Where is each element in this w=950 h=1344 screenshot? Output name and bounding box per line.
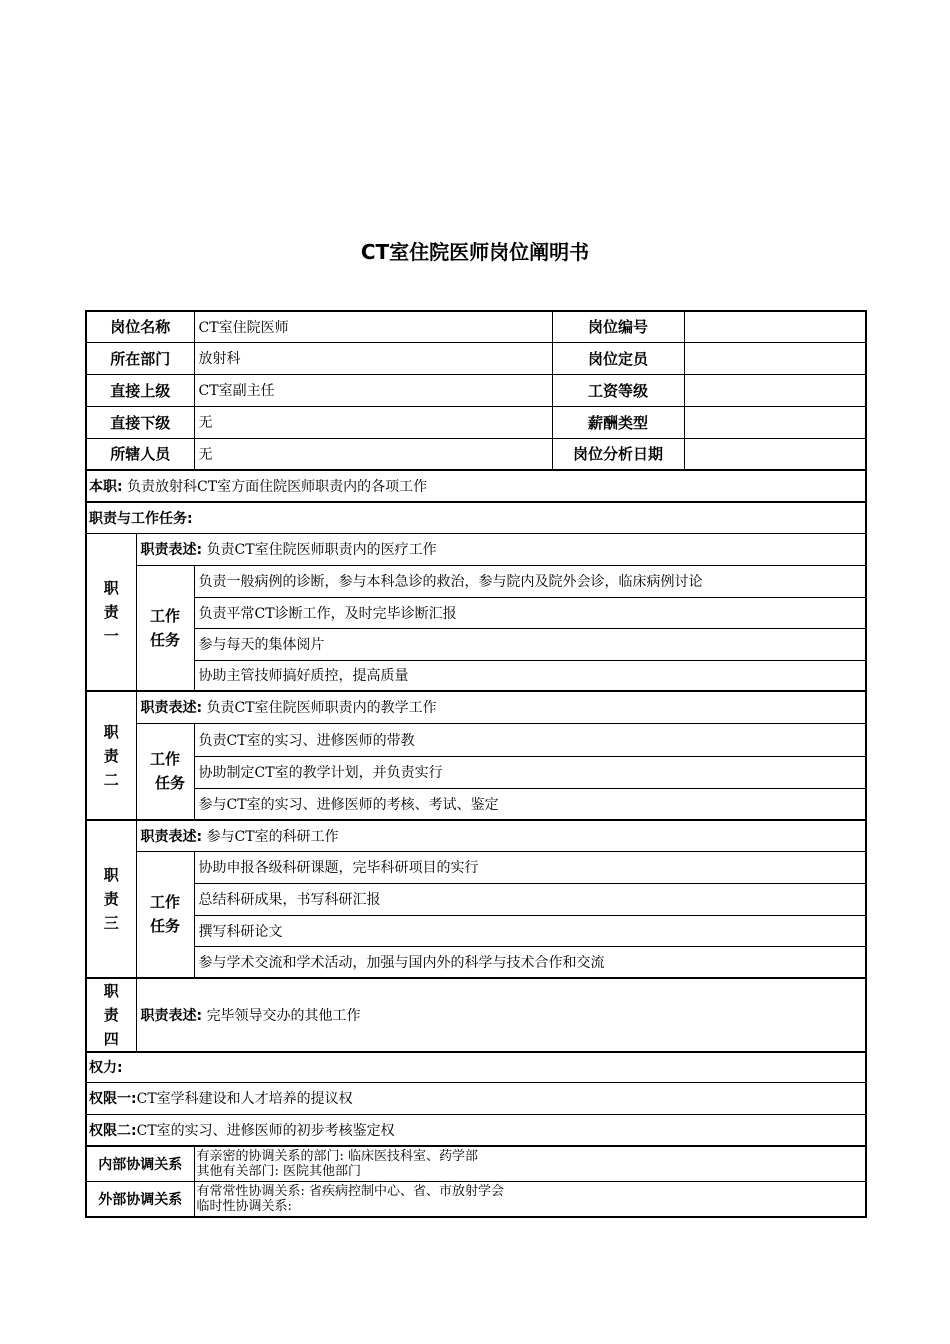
- duty-name: [86, 820, 136, 978]
- power-header-row: [86, 1052, 866, 1082]
- duty-name-char: 责: [103, 890, 119, 908]
- duty-statement-row: [86, 533, 866, 565]
- duty-name-char: 职: [103, 982, 119, 1000]
- power-text: CT室学科建设和人才培养的提议权: [136, 1091, 353, 1107]
- info-label: 直接上级: [86, 374, 194, 406]
- duty-statement-text: 完毕领导交办的其他工作: [206, 1008, 361, 1024]
- info-label: 岗位分析日期: [552, 438, 684, 470]
- duty-name-char: 责: [103, 746, 119, 765]
- relation-content: [194, 1146, 866, 1181]
- relation-row: [86, 1146, 866, 1181]
- info-value: 无: [194, 406, 552, 438]
- info-label: 岗位编号: [552, 311, 684, 342]
- task-row: [86, 788, 866, 820]
- relation-line: 临时性协调关系:: [196, 1198, 292, 1214]
- info-value: [684, 438, 866, 470]
- task-row: [86, 565, 866, 597]
- task-label: [136, 723, 194, 820]
- info-label: 岗位定员: [552, 342, 684, 374]
- task-row: [86, 628, 866, 660]
- duty-statement: [136, 978, 866, 1052]
- duty-statement-text: 负责CT室住院医师职责内的教学工作: [206, 700, 437, 717]
- info-value: [684, 342, 866, 374]
- duty-statement-text: 参与CT室的科研工作: [206, 828, 339, 845]
- duty-name: [86, 533, 136, 691]
- info-row: [86, 342, 866, 374]
- task-item: 参与每天的集体阅片: [194, 628, 866, 660]
- duty-statement-label: 职责表述:: [140, 1008, 203, 1024]
- duty-name-char: 责: [103, 602, 119, 621]
- document-title: CT室住院医师岗位阐明书: [360, 240, 590, 264]
- task-item: 总结科研成果，书写科研汇报: [194, 883, 866, 915]
- power-text: CT室的实习、进修医师的初步考核鉴定权: [136, 1122, 395, 1139]
- info-row: [86, 406, 866, 438]
- relation-line: 其他有关部门: 医院其他部门: [196, 1163, 362, 1179]
- duty-name: [86, 691, 136, 820]
- power-row: [86, 1082, 866, 1114]
- duty-statement: [136, 820, 866, 851]
- duty-statement-label: 职责表述:: [140, 542, 203, 558]
- task-item: 参与CT室的实习、进修医师的考核、考试、鉴定: [194, 788, 866, 820]
- task-row: [86, 883, 866, 915]
- relation-line: 有亲密的协调关系的部门: 临床医技科室、药学部: [196, 1148, 479, 1164]
- info-value: CT室住院医师: [194, 311, 552, 342]
- relation-row: [86, 1181, 866, 1217]
- info-label: 薪酬类型: [552, 406, 684, 438]
- info-value: [684, 311, 866, 342]
- task-label: [136, 565, 194, 691]
- info-row: [86, 311, 866, 342]
- info-value: 放射科: [194, 342, 552, 374]
- task-row: [86, 597, 866, 628]
- info-label: 工资等级: [552, 374, 684, 406]
- relation-label: 内部协调关系: [86, 1146, 194, 1181]
- task-item: 协助制定CT室的教学计划，并负责实行: [194, 756, 866, 788]
- duty-statement-row: [86, 691, 866, 723]
- info-label: 岗位名称: [86, 311, 194, 342]
- task-row: [86, 851, 866, 883]
- info-row: [86, 438, 866, 470]
- benzhi-cell: [86, 470, 866, 502]
- duty-name-char: 职: [103, 866, 119, 884]
- duty-name: [86, 978, 136, 1052]
- task-label-line: 任务: [150, 630, 181, 649]
- duty-name-char: 二: [103, 770, 119, 789]
- task-row: [86, 915, 866, 946]
- task-item: 参与学术交流和学术活动，加强与国内外的科学与技术合作和交流: [194, 946, 866, 978]
- duty-name-char: 一: [103, 626, 119, 645]
- duty-name-char: 三: [103, 914, 119, 932]
- task-item: 协助主管技师搞好质控，提高质量: [194, 660, 866, 691]
- info-value: CT室副主任: [194, 374, 552, 406]
- duties-header-row: [86, 502, 866, 533]
- duty-statement-row: [86, 820, 866, 851]
- info-label: 所在部门: [86, 342, 194, 374]
- power-item: [86, 1114, 866, 1146]
- task-item: 撰写科研论文: [194, 915, 866, 946]
- duty-statement-text: 负责CT室住院医师职责内的医疗工作: [206, 542, 437, 558]
- power-row: [86, 1114, 866, 1146]
- benzhi-row: [86, 470, 866, 502]
- relation-label: 外部协调关系: [86, 1181, 194, 1217]
- info-label: 所辖人员: [86, 438, 194, 470]
- power-header: 权力:: [86, 1052, 866, 1082]
- power-label: 权限一:: [89, 1091, 137, 1107]
- duty-name-char: 四: [103, 1030, 119, 1048]
- duty-statement: [136, 691, 866, 723]
- info-value: [684, 406, 866, 438]
- task-row: [86, 946, 866, 978]
- task-row: [86, 756, 866, 788]
- duty-name-char: 职: [103, 578, 119, 597]
- task-item: 协助申报各级科研课题，完毕科研项目的实行: [194, 851, 866, 883]
- task-label-line: 工作: [150, 606, 181, 625]
- task-item: 负责一般病例的诊断，参与本科急诊的救治，参与院内及院外会诊，临床病例讨论: [194, 565, 866, 597]
- task-row: [86, 660, 866, 691]
- info-value: 无: [194, 438, 552, 470]
- duty-name-char: 责: [103, 1006, 119, 1024]
- duty-name-char: 职: [103, 722, 119, 741]
- relation-content: [194, 1181, 866, 1217]
- task-label-line: 任务: [155, 774, 186, 793]
- power-label: 权限二:: [89, 1122, 137, 1139]
- task-label: [136, 851, 194, 978]
- duties-header: 职责与工作任务:: [86, 502, 866, 533]
- task-label-line: 工作: [150, 893, 181, 912]
- relation-line: 有常常性协调关系: 省疾病控制中心、省、市放射学会: [196, 1183, 505, 1199]
- info-value: [684, 374, 866, 406]
- info-row: [86, 374, 866, 406]
- duty-statement: [136, 533, 866, 565]
- task-item: 负责CT室的实习、进修医师的带教: [194, 723, 866, 756]
- benzhi-label: 本职:: [89, 479, 123, 495]
- task-label-line: 工作: [150, 750, 181, 769]
- power-item: [86, 1082, 866, 1114]
- task-row: [86, 723, 866, 756]
- task-item: 负责平常CT诊断工作，及时完毕诊断汇报: [194, 597, 866, 628]
- job-description-table: [85, 310, 867, 1218]
- duty-statement-row: [86, 978, 866, 1052]
- info-label: 直接下级: [86, 406, 194, 438]
- duty-statement-label: 职责表述:: [140, 700, 203, 717]
- duty-statement-label: 职责表述:: [140, 828, 203, 845]
- benzhi-text: 负责放射科CT室方面住院医师职责内的各项工作: [127, 479, 428, 495]
- task-label-line: 任务: [150, 917, 181, 936]
